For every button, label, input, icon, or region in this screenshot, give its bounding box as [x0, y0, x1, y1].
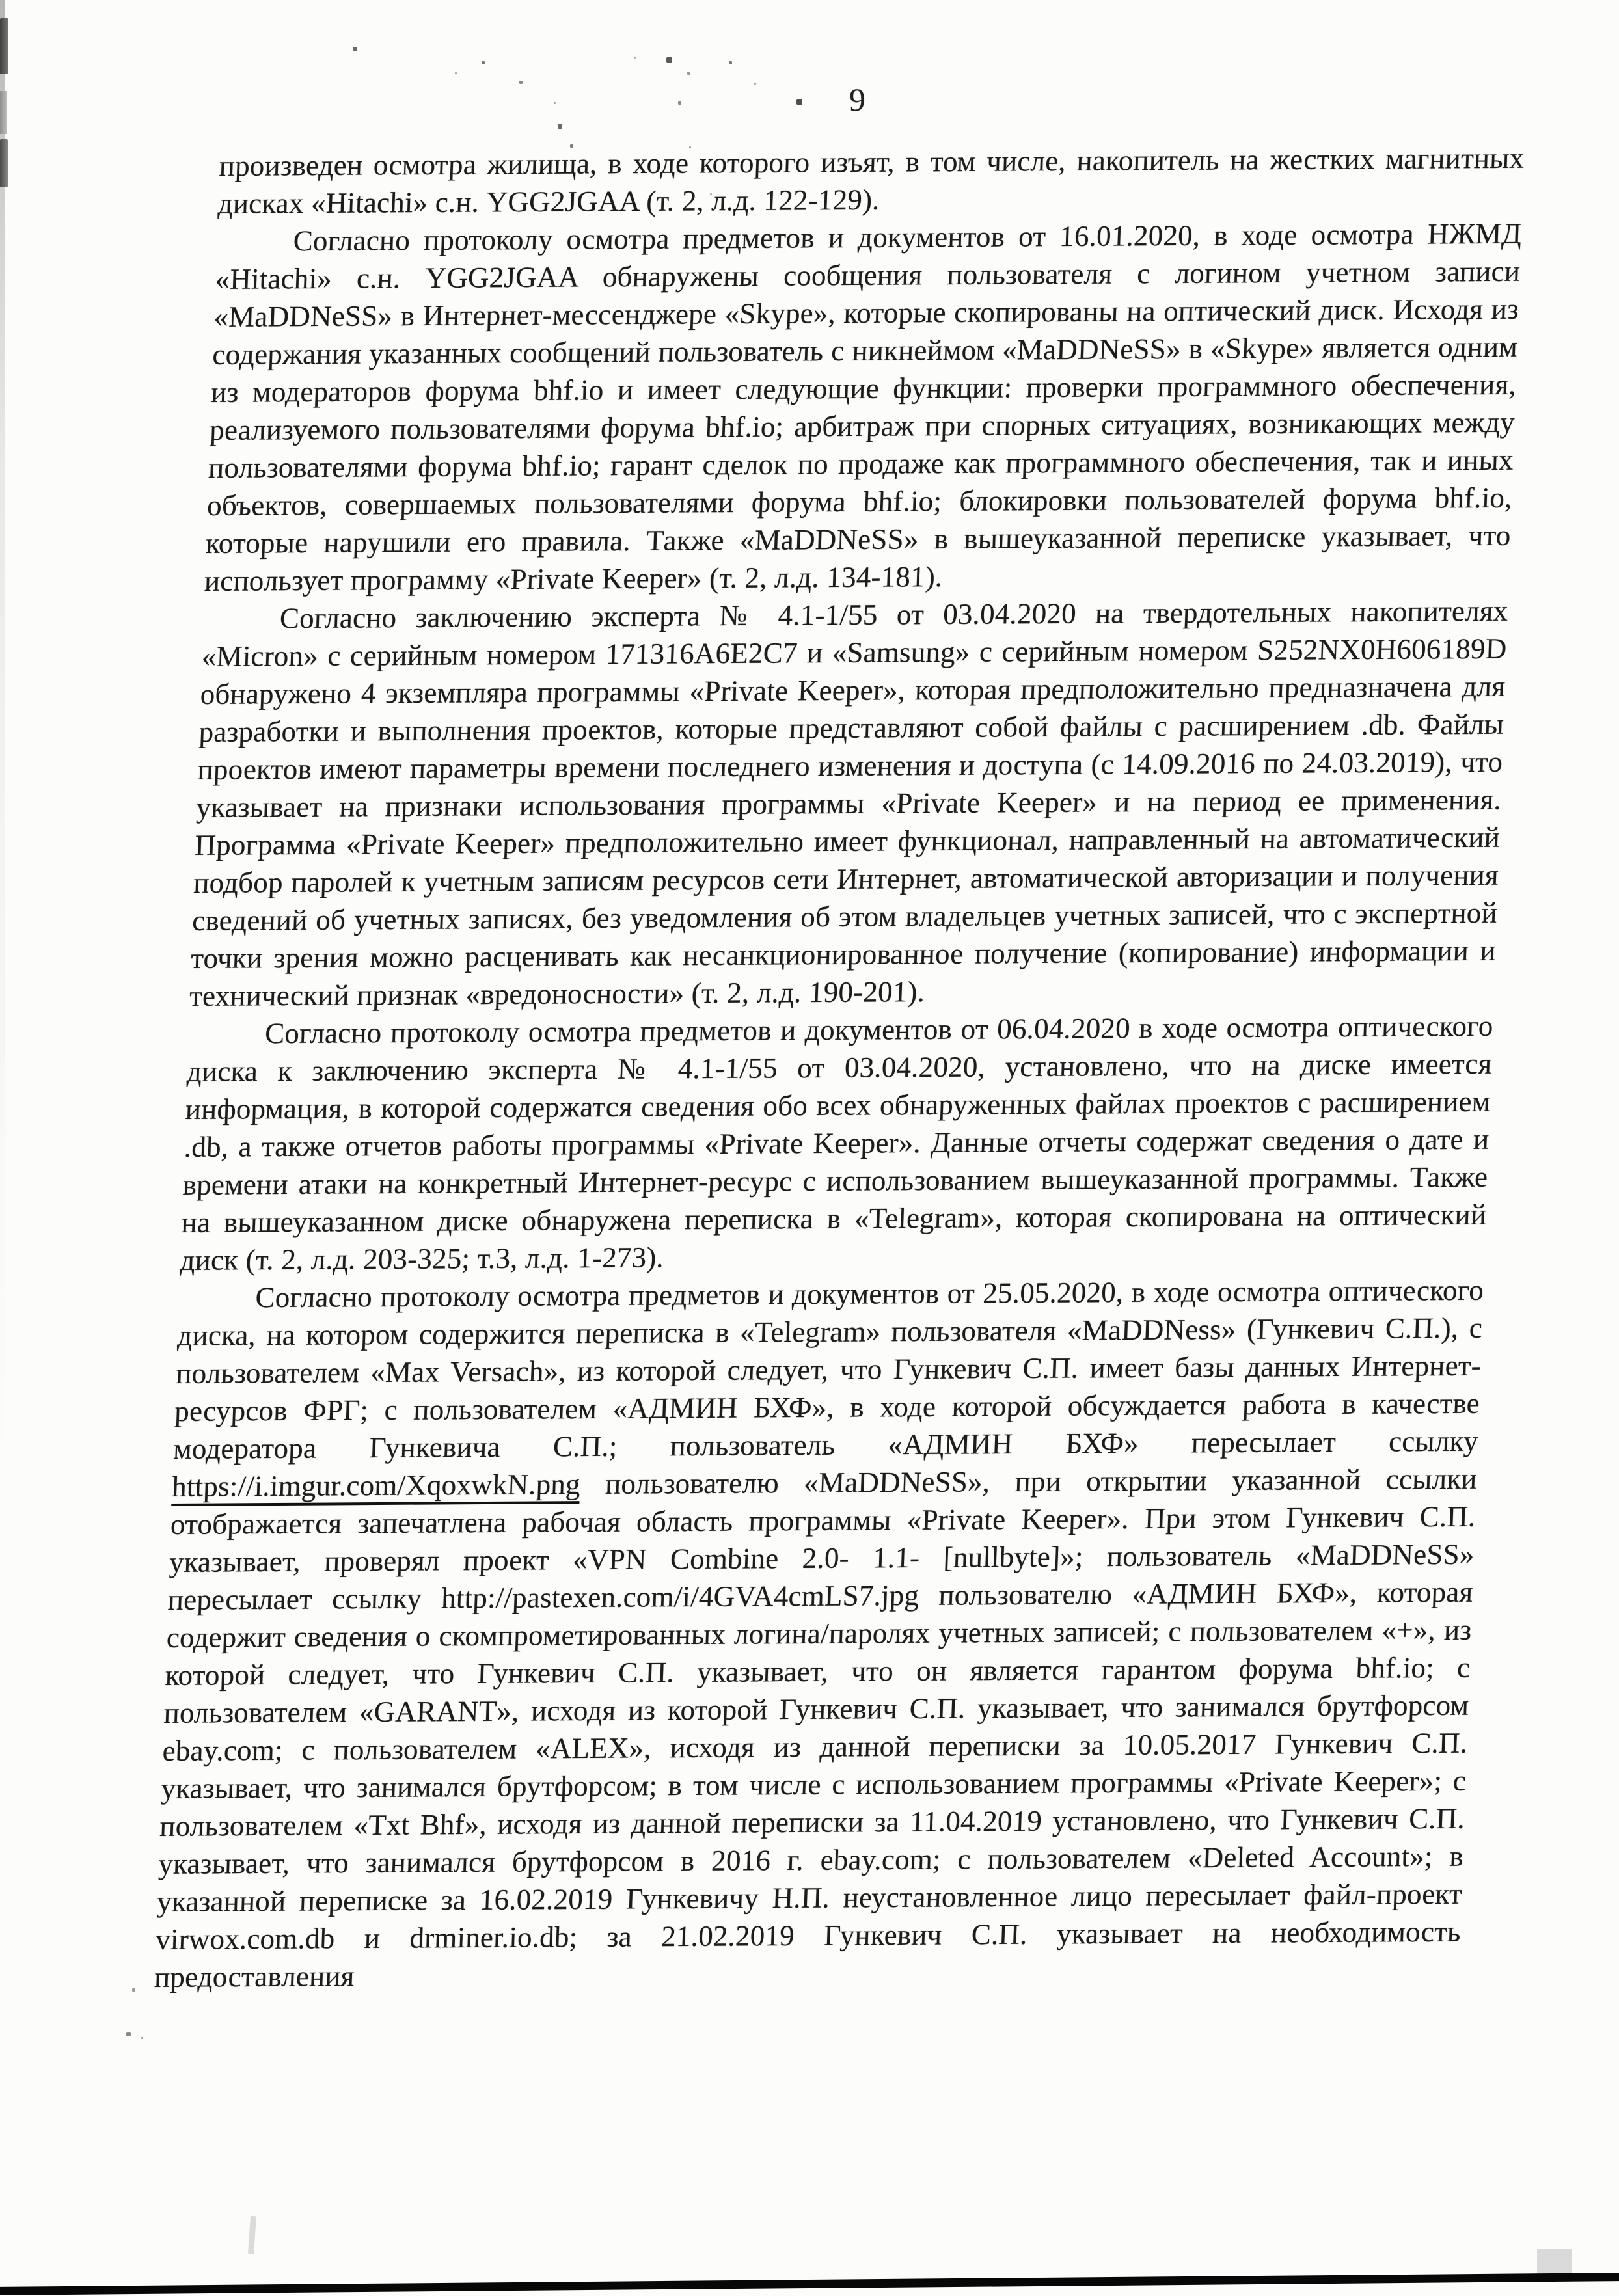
page-number: 9: [849, 81, 865, 118]
scan-artifact-gray-tick: [248, 2216, 256, 2254]
paragraph-expert-conclusion-4-1-1-55: Согласно заключению эксперта № 4.1-1/55 от 03.04.2020 на твердотельных накопителях «Micron» с серийным номером 171316A6E2C7 и «Samsung» с серийным номером S252NX0H606189D обнаружено 4 экземпляра программы «Private Keeper», которая предположительно предназначена для разработки и выполнения проектов, которые представляют собой файлы с расширением .db. Файлы проектов имеют параметры времени последнего изменения и доступа (с 14.09.2016 по 24.03.2019), что указывает на признаки использования программы «Private Keeper» и на период ее применения. Программа «Private Keeper» предположительно имеет функционал, направленный на автоматический подбор паролей к учетным записям ресурсов сети Интернет, автоматической авторизации и получения сведений об учетных записях, без уведомления об этом владельцев учетных записей, что с экспертной точки зрения можно расценивать как несанкционированное получение (копирование) информации и технический признак «вредоносности» (т. 2, л.д. 190-201).: [189, 594, 1509, 1012]
scan-artifact-left-edge-strip: [0, 0, 5, 1496]
scan-artifact-page-edge-line: [0, 2273, 1619, 2295]
scan-artifact-speckles: [0, 0, 1, 1]
paragraph-text-after-link: пользователю «MaDDNeSS», при открытии указанной ссылки отображается запечатлена рабочая область программы «Private Keeper». При этом Гункевич С.П. указывает, проверял проект «VPN Combine 2.0- 1.1- [nullbyte]»; пользователь «MaDDNeSS» пересылает ссылку http://pastexen.com/i/4GVA4cmLS7.jpg пользователю «АДМИН БХФ», которая содержит сведения о скомпрометированных логина/паролях учетных записей; с пользователем «+», из которой следует, что Гункевич С.П. указывает, что он является гарантом форума bhf.io; с пользователем «GARANT», исходя из которой Гункевич С.П. указывает, что занимался брутфорсом ebay.com; с пользователем «ALEX», исходя из данной переписки за 10.05.2017 Гункевич С.П. указывает, что занимался брутфорсом; в том числе с использованием программы «Private Keeper»; с пользователем «Txt Bhf», исходя из данной переписки за 11.04.2019 установлено, что Гункевич С.П. указывает, что занимался брутфорсом в 2016 г. ebay.com; с пользователем «Deleted Account»; в указанной переписке за 16.02.2019 Гункевичу Н.П. неустановленное лицо пересылает файл-проект virwox.com.db и drminer.io.db; за 21.02.2019 Гункевич С.П. указывает на необходимость предоставления: [154, 1462, 1478, 1993]
paragraph-search-continuation: произведен осмотра жилища, в ходе которого изъят, в том числе, накопитель на жестких магнитных дисках «Hitachi» с.н. YGG2JGAA (т. 2, л.д. 122-129).: [217, 141, 1525, 220]
paragraph-inspection-protocol-06-04-2020: Согласно протоколу осмотра предметов и документов от 06.04.2020 в ходе осмотра оптического диска к заключению эксперта № 4.1-1/55 от 03.04.2020, установлено, что на диске имеется информация, в которой содержатся сведения обо всех обнаруженных файлах проектов с расширением .db, а также отчетов работы программы «Private Keeper». Данные отчеты содержат сведения о дате и времени атаки на конкретный Интернет-ресурс с использованием вышеуказанной программы. Также на вышеуказанном диске обнаружена переписка в «Telegram», которая скопирована на оптический диск (т. 2, л.д. 203-325; т.3, л.д. 1-273).: [179, 1009, 1494, 1276]
paragraph-text-before-link: Согласно протоколу осмотра предметов и документов от 25.05.2020, в ходе осмотра оптического диска, на котором содержится переписка в «Telegram» пользователя «MaDDNess» (Гункевич С.П.), с пользователем «Max Versach», из которой следует, что Гункевич С.П. имеет базы данных Интернет-ресурсов ФРГ; с пользователем «АДМИН БХФ», в ходе которой обсуждается работа в качестве модератора Гункевича С.П.; пользователь «АДМИН БХФ» пересылает ссылку: [172, 1273, 1485, 1465]
paragraph-inspection-protocol-25-05-2020: [154, 1271, 1484, 1996]
scan-artifact-left-edge-bar: [0, 91, 7, 134]
scan-artifact-left-edge-bar: [0, 139, 8, 187]
scan-artifact-left-edge-bar: [0, 18, 8, 74]
imgur-url-text: https://i.imgur.com/XqoxwkN.png: [171, 1468, 581, 1506]
document-body: [154, 139, 1525, 1996]
paragraph-inspection-protocol-16-01-2020: Согласно протоколу осмотра предметов и документов от 16.01.2020, в ходе осмотра НЖМД «Hitachi» с.н. YGG2JGAA обнаружены сообщения пользователя с логином учетном записи «MaDDNeSS» в Интернет-мессенджере «Skype», которые скопированы на оптический диск. Исходя из содержания указанных сообщений пользователь с никнеймом «MaDDNeSS» в «Skype» является одним из модераторов форума bhf.io и имеет следующие функции: проверки программного обеспечения, реализуемого пользователями форума bhf.io; арбитраж при спорных ситуациях, возникающих между пользователями форума bhf.io; гарант сделок по продаже как программного обеспечения, так и иных объектов, совершаемых пользователями форума bhf.io; блокировки пользователей форума bhf.io, которые нарушили его правила. Также «MaDDNeSS» в вышеуказанной переписке указывает, что использует программу «Private Keeper» (т. 2, л.д. 134-181).: [204, 217, 1523, 597]
scan-artifact-gray-box: [1537, 2249, 1572, 2275]
